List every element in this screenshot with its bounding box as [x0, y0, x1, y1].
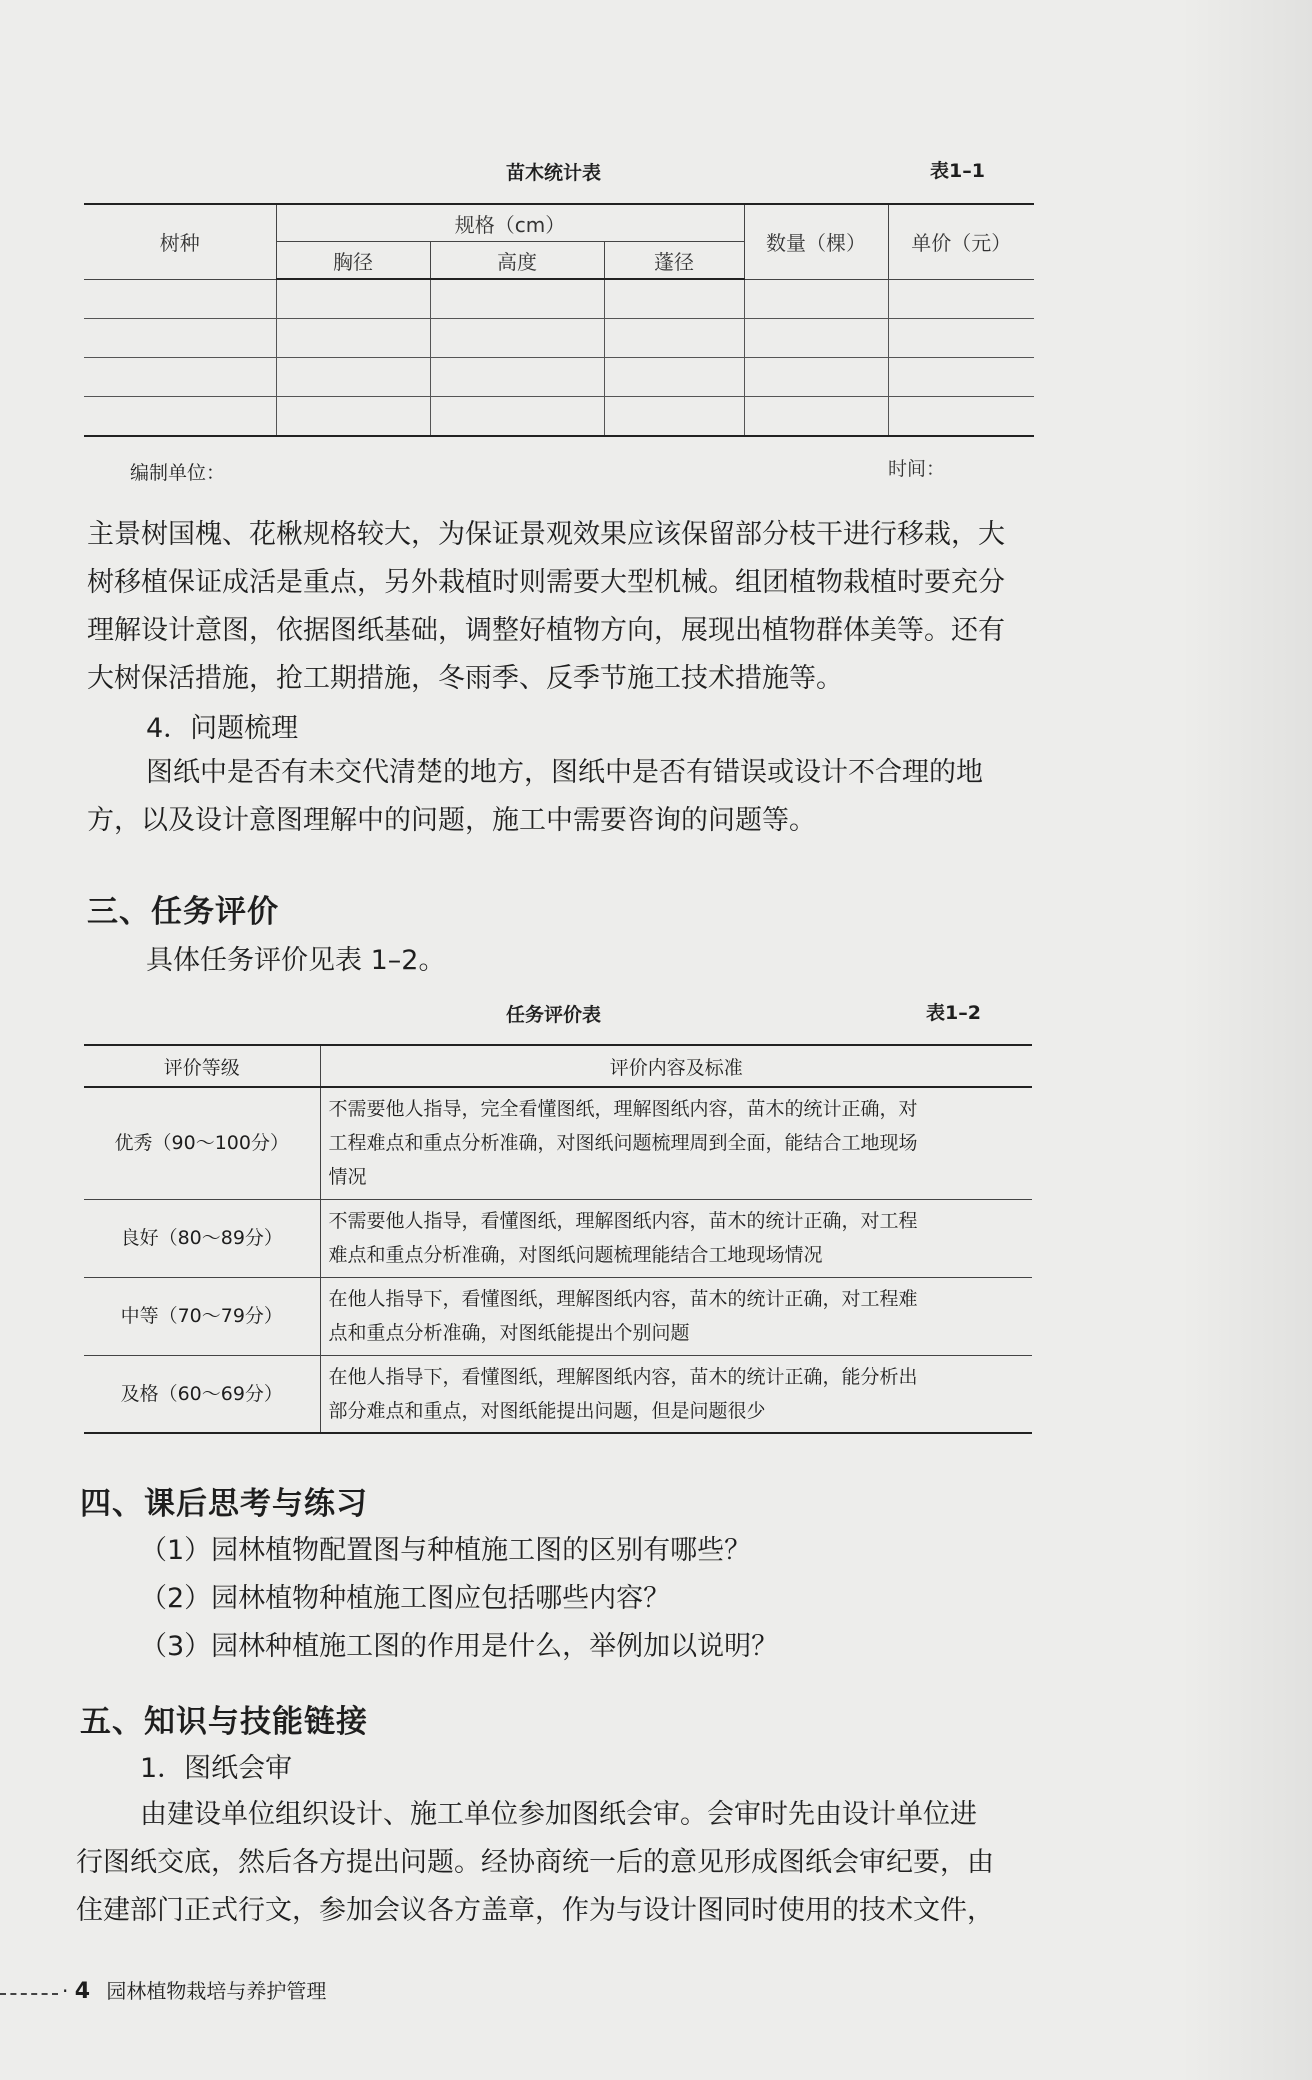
exercise-question: （2）园林植物种植施工图应包括哪些内容？: [140, 1583, 671, 1614]
table-row: [84, 397, 1034, 437]
paragraph-line: 方，以及设计意图理解中的问题，施工中需要咨询的问题等。: [87, 805, 816, 836]
table-row: [84, 319, 1034, 358]
criteria-line: 部分难点和重点，对图纸能提出问题，但是问题很少: [328, 1399, 766, 1422]
table-row: [84, 1199, 1032, 1277]
table-row: [84, 1355, 1032, 1433]
table-row: [84, 279, 1034, 319]
criteria-line: 在他人指导下，看懂图纸，理解图纸内容，苗木的统计正确，能分析出: [328, 1365, 918, 1388]
table-2-caption: 任务评价表: [506, 1004, 602, 1026]
paragraph-line: 图纸中是否有未交代清楚的地方，图纸中是否有错误或设计不合理的地: [146, 757, 983, 788]
criteria-line: 不需要他人指导，看懂图纸，理解图纸内容，苗木的统计正确，对工程: [328, 1210, 918, 1232]
table-row: [84, 1087, 1032, 1199]
col-unit-price: 单价（元）: [888, 204, 1034, 279]
section-5-heading: 五、知识与技能链接: [80, 1704, 368, 1740]
table-1-date: 时间：: [888, 458, 946, 480]
criteria-line: 工程难点和重点分析准确，对图纸问题梳理周到全面，能结合工地现场: [328, 1132, 918, 1155]
grade-cell: 优秀（90～100分）: [84, 1087, 320, 1199]
criteria-line: 在他人指导下，看懂图纸，理解图纸内容，苗木的统计正确，对工程难: [328, 1288, 918, 1310]
exercise-question: （3）园林种植施工图的作用是什么，举例加以说明？: [140, 1631, 779, 1662]
criteria-line: 情况: [328, 1166, 367, 1189]
item-1-title: 1．图纸会审: [140, 1753, 293, 1784]
criteria-line: 点和重点分析准确，对图纸能提出个别问题: [328, 1322, 690, 1344]
col-dbh: 胸径: [276, 242, 430, 280]
paragraph-line: 大树保活措施，抢工期措施，冬雨季、反季节施工技术措施等。: [87, 663, 843, 694]
table-row: [84, 358, 1034, 397]
col-quantity: 数量（棵）: [744, 204, 888, 279]
section-3-intro: 具体任务评价见表 1–2。: [146, 945, 446, 976]
col-grade: 评价等级: [84, 1045, 320, 1087]
footer-rule: [0, 1993, 58, 1995]
grade-cell: 及格（60～69分）: [84, 1355, 320, 1433]
table-row: [84, 1277, 1032, 1355]
grade-cell: 良好（80～89分）: [84, 1199, 320, 1277]
book-title: 园林植物栽培与养护管理: [106, 1979, 327, 2003]
col-crown: 蓬径: [604, 242, 744, 280]
seedling-statistics-table: [84, 203, 1034, 437]
paragraph-line: 主景树国槐、花楸规格较大，为保证景观效果应该保留部分枝干进行移栽，大: [87, 519, 1005, 550]
col-criteria: 评价内容及标准: [320, 1045, 1032, 1087]
footer-dot: ·: [62, 1979, 69, 2003]
section-3-heading: 三、任务评价: [87, 894, 279, 930]
table-2-number: 表1–2: [926, 1002, 981, 1024]
table-1-caption: 苗木统计表: [506, 162, 602, 184]
section-4-heading: 四、课后思考与练习: [80, 1486, 368, 1522]
criteria-cell: [320, 1355, 1032, 1433]
col-species: 树种: [84, 204, 276, 279]
page-footer: [62, 1975, 326, 2004]
col-spec: 规格（cm）: [276, 204, 744, 242]
item-4-title: 4．问题梳理: [146, 713, 299, 744]
criteria-line: 难点和重点分析准确，对图纸问题梳理能结合工地现场情况: [328, 1244, 823, 1266]
paragraph-line: 住建部门正式行文，参加会议各方盖章，作为与设计图同时使用的技术文件，: [76, 1895, 994, 1926]
criteria-line: 不需要他人指导，完全看懂图纸，理解图纸内容，苗木的统计正确，对: [328, 1098, 918, 1121]
paragraph-line: 行图纸交底，然后各方提出问题。经协商统一后的意见形成图纸会审纪要，由: [76, 1847, 994, 1878]
exercise-question: （1）园林植物配置图与种植施工图的区别有哪些？: [140, 1535, 752, 1566]
table-1-number: 表1–1: [930, 160, 985, 182]
page-number: 4: [74, 1979, 91, 2004]
table-1-compiler: 编制单位：: [130, 462, 226, 484]
paragraph-line: 树移植保证成活是重点，另外栽植时则需要大型机械。组团植物栽植时要充分: [87, 567, 1005, 598]
task-evaluation-table: [84, 1044, 1032, 1434]
paragraph-line: 由建设单位组织设计、施工单位参加图纸会审。会审时先由设计单位进: [140, 1799, 977, 1830]
criteria-cell: [320, 1199, 1032, 1277]
paragraph-line: 理解设计意图，依据图纸基础，调整好植物方向，展现出植物群体美等。还有: [87, 615, 1005, 646]
criteria-cell: [320, 1277, 1032, 1355]
criteria-cell: [320, 1087, 1032, 1199]
col-height: 高度: [430, 242, 604, 280]
page-edge-shadow: [1180, 0, 1312, 2080]
grade-cell: 中等（70～79分）: [84, 1277, 320, 1355]
